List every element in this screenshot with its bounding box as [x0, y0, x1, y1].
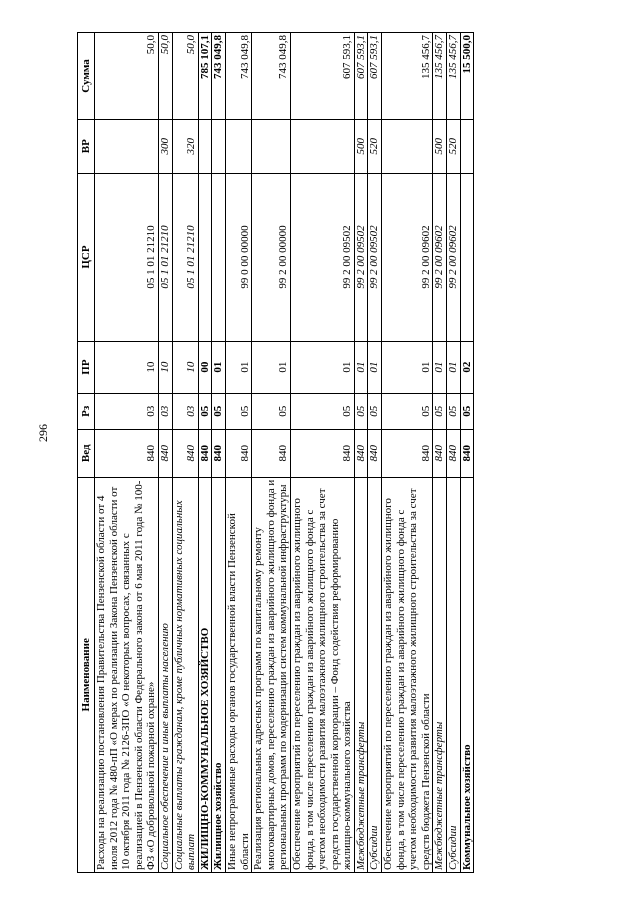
cell-ved: 840 — [433, 429, 447, 477]
cell-sum: 135 456,7 — [433, 33, 447, 120]
cell-ved: 840 — [290, 429, 354, 477]
cell-csr: 99 2 00 09502 — [368, 173, 382, 341]
cell-name: Межбюджетные трансферты — [354, 477, 368, 872]
cell-name: Иные непрограммные расходы органов государственной власти Пензенской области — [225, 477, 251, 872]
cell-name: Обеспечение мероприятий по переселению граждан из аварийного жилищного фонда, в том числе переселению граждан из аварийного жилищного фонда с учетом необходимости развития малоэтажного жилищного строительства за счет средств бюджета Пензенской области — [382, 477, 433, 872]
cell-pr: 02 — [460, 341, 474, 393]
cell-rz: 05 — [290, 393, 354, 429]
table-row — [252, 33, 291, 873]
table-row — [198, 33, 212, 873]
cell-sum: 15 500,0 — [460, 33, 474, 120]
cell-name: Жилищное хозяйство — [212, 477, 226, 872]
cell-pr: 01 — [368, 341, 382, 393]
cell-rz: 05 — [252, 393, 291, 429]
cell-vr — [252, 119, 291, 173]
cell-vr: 300 — [158, 119, 172, 173]
table-row — [447, 33, 461, 873]
header-rz: Рз — [78, 393, 95, 429]
cell-pr: 01 — [252, 341, 291, 393]
cell-ved: 840 — [225, 429, 251, 477]
header-sum: Сумма — [78, 33, 95, 120]
cell-vr — [95, 119, 159, 173]
page-number: 296 — [36, 424, 50, 442]
cell-vr: 320 — [172, 119, 198, 173]
cell-csr: 99 2 00 09502 — [354, 173, 368, 341]
cell-rz: 03 — [95, 393, 159, 429]
table-row — [460, 33, 474, 873]
table-row — [95, 33, 159, 873]
cell-rz: 05 — [354, 393, 368, 429]
cell-sum: 743 049,8 — [225, 33, 251, 120]
table-row — [290, 33, 354, 873]
cell-name: Субсидии — [447, 477, 461, 872]
header-row — [78, 33, 95, 873]
budget-table — [77, 32, 474, 873]
table-row — [225, 33, 251, 873]
table-body — [95, 33, 474, 873]
header-name: Наименование — [78, 477, 95, 872]
cell-vr — [290, 119, 354, 173]
cell-ved: 840 — [382, 429, 433, 477]
cell-rz: 05 — [447, 393, 461, 429]
cell-pr: 10 — [158, 341, 172, 393]
cell-csr: 99 2 00 09502 — [290, 173, 354, 341]
cell-sum: 50,0 — [158, 33, 172, 120]
cell-sum: 607 593,1 — [354, 33, 368, 120]
cell-name: Субсидии — [368, 477, 382, 872]
cell-csr: 99 2 00 09602 — [433, 173, 447, 341]
cell-pr: 01 — [354, 341, 368, 393]
cell-rz: 05 — [368, 393, 382, 429]
cell-pr: 01 — [225, 341, 251, 393]
cell-sum: 743 049,8 — [252, 33, 291, 120]
cell-sum: 743 049,8 — [212, 33, 226, 120]
cell-pr: 01 — [382, 341, 433, 393]
cell-csr: 99 0 00 00000 — [225, 173, 251, 341]
cell-ved: 840 — [212, 429, 226, 477]
cell-pr: 01 — [290, 341, 354, 393]
cell-pr: 01 — [433, 341, 447, 393]
cell-name: ЖИЛИЩНО-КОММУНАЛЬНОЕ ХОЗЯЙСТВО — [198, 477, 212, 872]
cell-vr: 500 — [354, 119, 368, 173]
cell-rz: 03 — [172, 393, 198, 429]
cell-csr: 05 1 01 21210 — [158, 173, 172, 341]
header-csr: ЦСР — [78, 173, 95, 341]
table-row — [158, 33, 172, 873]
cell-name: Расходы на реализацию постановления Правительства Пензенской области от 4 июля 2012 года № 480-пП «О мерах по реализации Закона Пензенской области от 10 октября 2011 года № 2126-ЗПО «О некоторых вопросах, связанных с реализацией в Пензенской области Федерального закона от 6 мая 2011 года № 100-ФЗ «О добровольной пожарной охране» — [95, 477, 159, 872]
cell-rz: 05 — [460, 393, 474, 429]
table-row — [172, 33, 198, 873]
cell-rz: 03 — [158, 393, 172, 429]
cell-name: Реализация региональных адресных программ по капитальному ремонту многоквартирных домов, переселению граждан из аварийного жилищного фонда и региональных программ по модернизации систем коммунальной инфраструктуры — [252, 477, 291, 872]
header-pr: ПР — [78, 341, 95, 393]
cell-ved: 840 — [447, 429, 461, 477]
cell-sum: 50,0 — [172, 33, 198, 120]
cell-sum: 607 593,1 — [368, 33, 382, 120]
cell-name: Социальное обеспечение и иные выплаты населению — [158, 477, 172, 872]
cell-name: Социальные выплаты гражданам, кроме публичных нормативных социальных выплат — [172, 477, 198, 872]
cell-vr — [460, 119, 474, 173]
table-row — [212, 33, 226, 873]
cell-name: Межбюджетные трансферты — [433, 477, 447, 872]
cell-rz: 05 — [382, 393, 433, 429]
cell-sum: 607 593,1 — [290, 33, 354, 120]
cell-name: Коммунальное хозяйство — [460, 477, 474, 872]
cell-vr — [382, 119, 433, 173]
cell-pr: 10 — [95, 341, 159, 393]
table-row — [433, 33, 447, 873]
cell-vr — [212, 119, 226, 173]
cell-pr: 01 — [447, 341, 461, 393]
cell-csr — [198, 173, 212, 341]
cell-rz: 05 — [212, 393, 226, 429]
cell-name: Обеспечение мероприятий по переселению граждан из аварийного жилищного фонда, в том числе переселению граждан из аварийного жилищного фонда с учетом необходимости развития малоэтажного жилищного строительства за счет средств государственной корпорации – Фонд содействия реформированию жилищно-коммунального хозяйства — [290, 477, 354, 872]
cell-ved: 840 — [198, 429, 212, 477]
cell-csr: 05 1 01 21210 — [172, 173, 198, 341]
table-row — [382, 33, 433, 873]
table-row — [368, 33, 382, 873]
cell-ved: 840 — [460, 429, 474, 477]
table-row — [354, 33, 368, 873]
cell-ved: 840 — [172, 429, 198, 477]
cell-vr — [225, 119, 251, 173]
cell-rz: 05 — [433, 393, 447, 429]
cell-ved: 840 — [368, 429, 382, 477]
cell-ved: 840 — [354, 429, 368, 477]
cell-vr: 520 — [447, 119, 461, 173]
cell-sum: 135 456,7 — [447, 33, 461, 120]
header-ved: Вед — [78, 429, 95, 477]
cell-sum: 785 107,1 — [198, 33, 212, 120]
cell-csr — [460, 173, 474, 341]
cell-vr: 520 — [368, 119, 382, 173]
cell-vr: 500 — [433, 119, 447, 173]
cell-csr: 99 2 00 00000 — [252, 173, 291, 341]
cell-pr: 00 — [198, 341, 212, 393]
cell-rz: 05 — [198, 393, 212, 429]
cell-pr: 10 — [172, 341, 198, 393]
cell-rz: 05 — [225, 393, 251, 429]
cell-sum: 50,0 — [95, 33, 159, 120]
cell-sum: 135 456,7 — [382, 33, 433, 120]
cell-pr: 01 — [212, 341, 226, 393]
cell-csr: 99 2 00 09602 — [447, 173, 461, 341]
header-vr: ВР — [78, 119, 95, 173]
cell-ved: 840 — [158, 429, 172, 477]
cell-vr — [198, 119, 212, 173]
cell-csr: 05 1 01 21210 — [95, 173, 159, 341]
cell-ved: 840 — [252, 429, 291, 477]
cell-csr: 99 2 00 09602 — [382, 173, 433, 341]
cell-csr — [212, 173, 226, 341]
cell-ved: 840 — [95, 429, 159, 477]
